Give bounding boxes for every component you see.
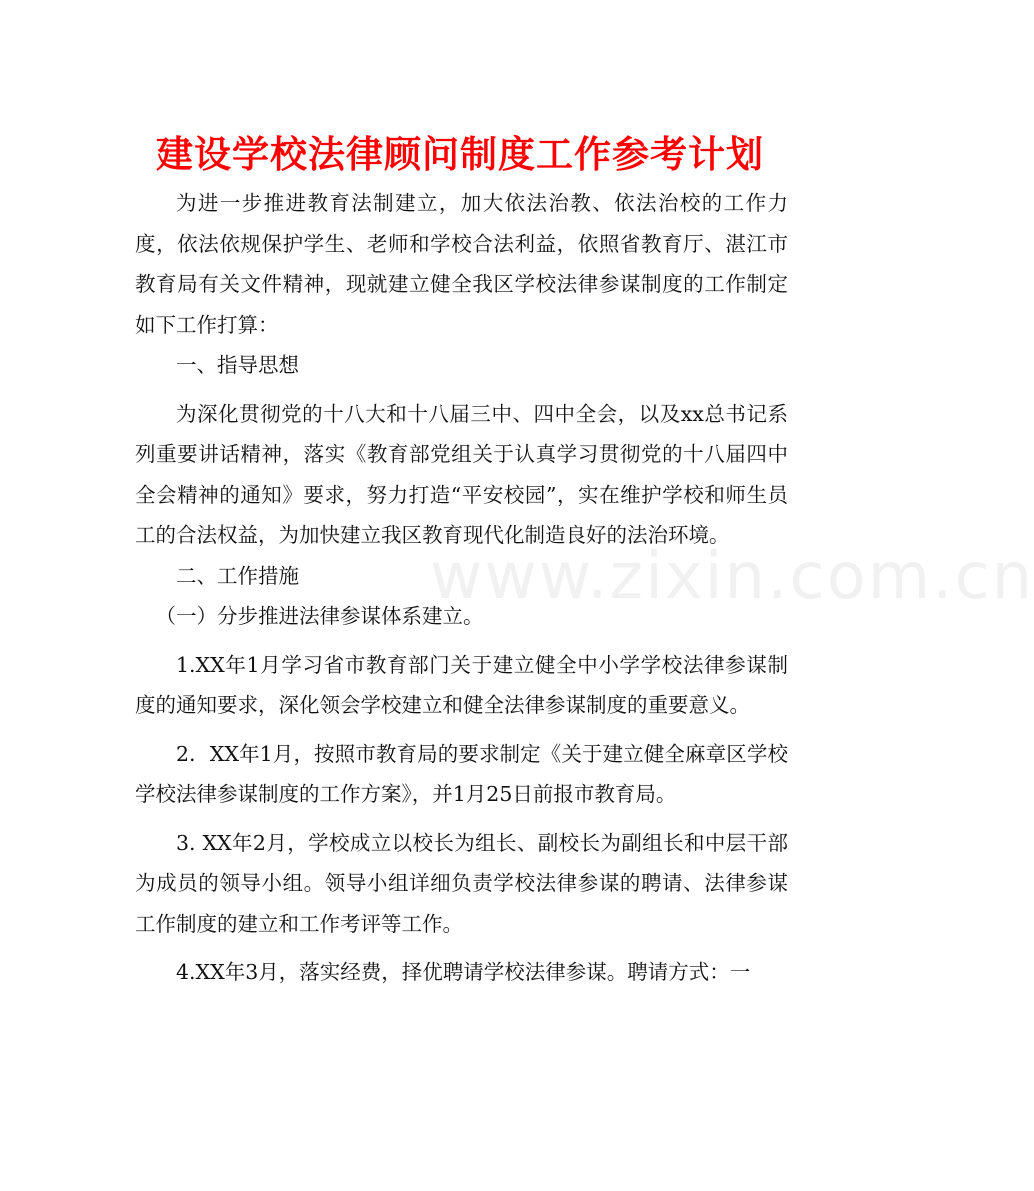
- section-heading-guiding-thought: 一、指导思想: [176, 353, 299, 377]
- subsection-heading-1: （一）分步推进法律参谋体系建立。: [155, 604, 484, 628]
- section-heading-work-measures: 二、工作措施: [176, 563, 299, 588]
- watermark: www.zixin.com.cn: [430, 540, 1034, 614]
- measure-item-3: 3. XX年2月，学校成立以校长为组长、副校长为副组长和中层干部为成员的领导小组。领导小组详细负责学校法律参谋的聘请、法律参谋工作制度的建立和工作考评等工作。: [135, 830, 788, 936]
- intro-paragraph: 为进一步推进教育法制建立，加大依法治教、依法治校的工作力度，依法依规保护学生、老师和学校合法利益，依照省教育厅、湛江市教育局有关文件精神，现就建立健全我区学校法律参谋制度的工作制定如下工作打算：: [135, 191, 788, 337]
- measure-item-4: 4.XX年3月，落实经费，择优聘请学校法律参谋。聘请方式：一: [176, 960, 751, 984]
- guiding-thought-paragraph: 为深化贯彻党的十八大和十八届三中、四中全会，以及xx总书记系列重要讲话精神，落实《教育部党组关于认真学习贯彻党的十八届四中全会精神的通知》要求，努力打造“平安校园”，实在维护学校和师生员工的合法权益，为加快建立我区教育现代化制造良好的法治环境。: [135, 401, 788, 547]
- document-body: [135, 183, 788, 993]
- measure-item-2: 2．XX年1月，按照市教育局的要求制定《关于建立健全麻章区学校学校法律参谋制度的工作方案》，并1月25日前报市教育局。: [135, 741, 788, 806]
- document-title: 建设学校法律顾问制度工作参考计划: [156, 133, 764, 176]
- measure-item-1: 1.XX年1月学习省市教育部门关于建立健全中小学学校法律参谋制度的通知要求，深化领会学校建立和健全法律参谋制度的重要意义。: [135, 652, 788, 717]
